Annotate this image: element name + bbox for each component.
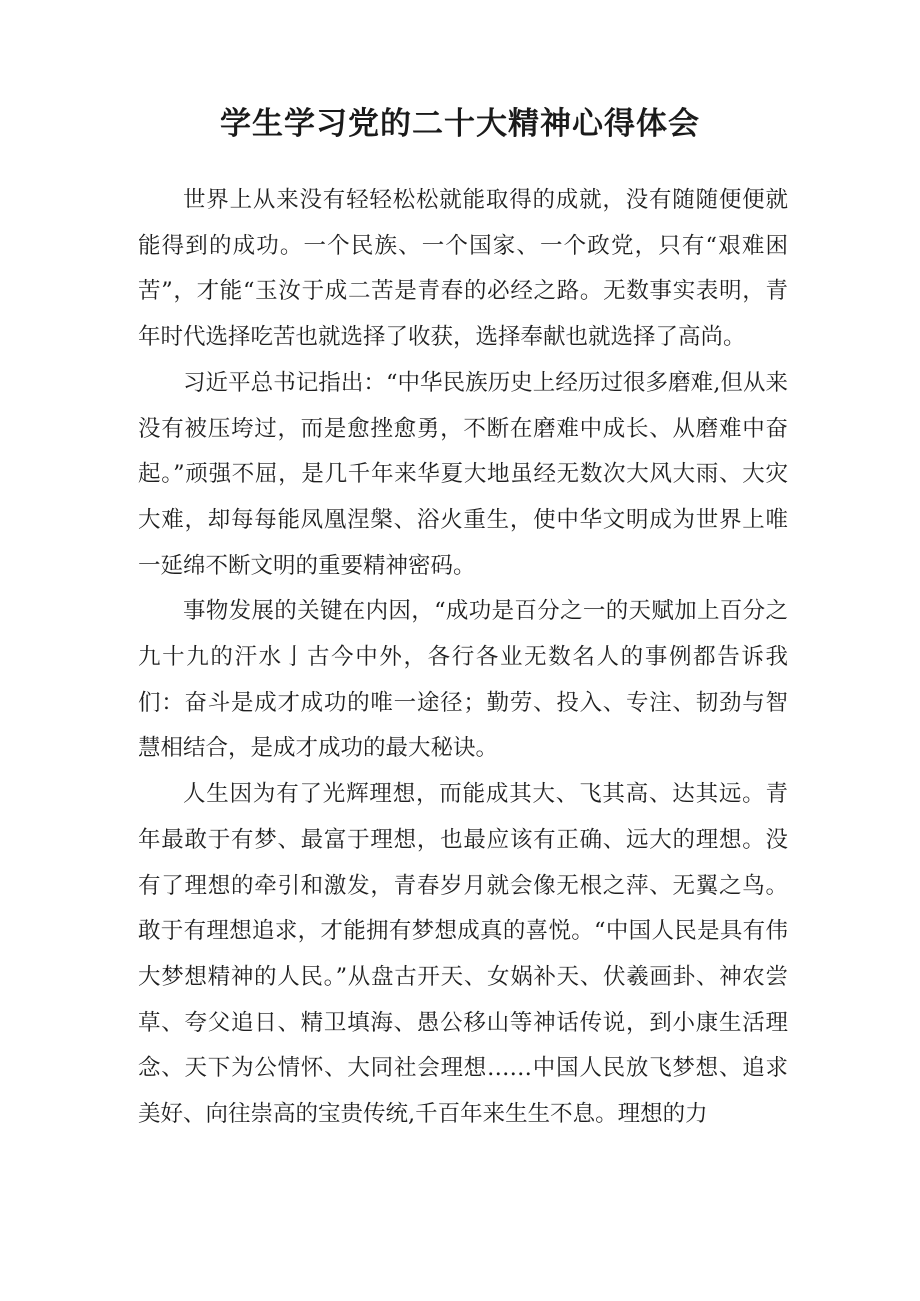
paragraph-2: 习近平总书记指出：“中华民族历史上经历过很多磨难,但从来没有被压垮过，而是愈挫愈勇，不断在磨难中成长、从磨难中奋起。”顽强不屈，是几千年来华夏大地虽经无数次大风大雨、大灾大难，却每每能凤凰涅槃、浴火重生，使中华文明成为世界上唯一延绵不断文明的重要精神密码。 bbox=[138, 369, 788, 579]
paragraph-1: 世界上从来没有轻轻松松就能取得的成就，没有随随便便就能得到的成功。一个民族、一个国家、一个政党，只有“艰难困苦”，才能“玉汝于成二苦是青春的必经之路。无数事实表明，青年时代选择吃苦也就选择了收获，选择奉献也就选择了高尚。 bbox=[138, 187, 788, 351]
paragraph-4: 人生因为有了光辉理想，而能成其大、飞其高、达其远。青年最敢于有梦、最富于理想，也最应该有正确、远大的理想。没有了理想的牵引和激发，青春岁月就会像无根之萍、无翼之鸟。敢于有理想追求，才能拥有梦想成真的喜悦。“中国人民是具有伟大梦想精神的人民。”从盘古开天、女娲补天、伏羲画卦、神农尝草、夸父追日、精卫填海、愚公移山等神话传说，到小康生活理念、天下为公情怀、大同社会理想……中国人民放飞梦想、追求美好、向往崇高的宝贵传统,千百年来生生不息。理想的力 bbox=[138, 781, 788, 1128]
paragraph-3: 事物发展的关键在内因，“成功是百分之一的天赋加上百分之九十九的汗水亅古今中外，各行各业无数名人的事例都告诉我们：奋斗是成才成功的唯一途径；勤劳、投入、专注、韧劲与智慧相结合，是成才成功的最大秘诀。 bbox=[138, 598, 788, 762]
document-body bbox=[138, 178, 788, 1138]
document-title: 学生学习党的二十大精神心得体会 bbox=[220, 106, 700, 142]
